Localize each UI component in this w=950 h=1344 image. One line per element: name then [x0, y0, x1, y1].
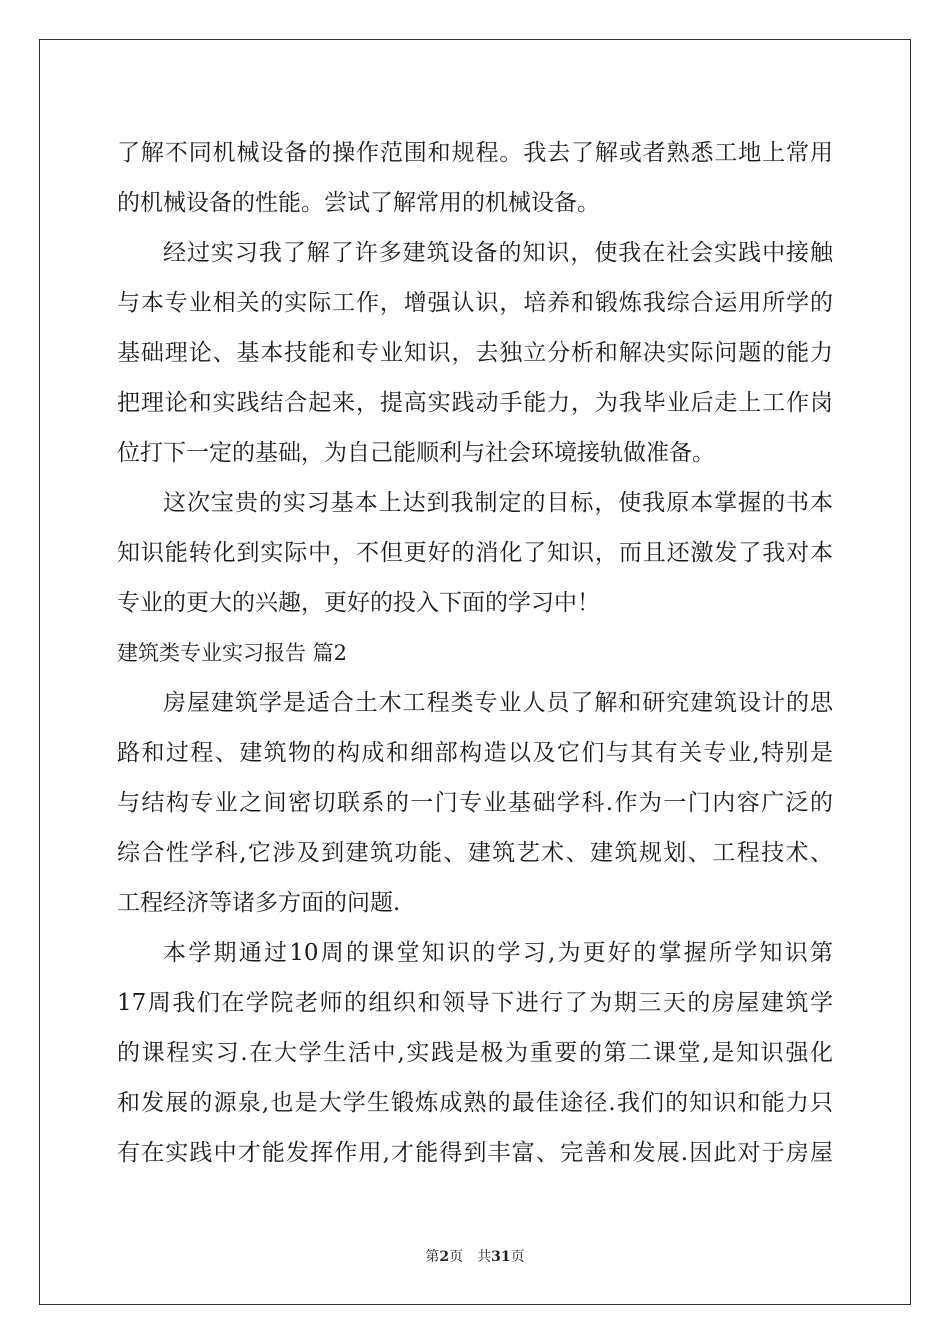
text-line: 房屋建筑学是适合土木工程类专业人员了解和研究建筑设计的思 [163, 690, 833, 716]
page-suffix: 页 [449, 1249, 464, 1265]
total-page-count: 31 [491, 1249, 511, 1265]
text-line: 经过实习我了解了许多建筑设备的知识，使我在社会实践中接触 [163, 240, 833, 266]
text-line: 位打下一定的基础，为自己能顺利与社会环境接轨做准备。 [117, 440, 715, 466]
text-line: 了解不同机械设备的操作范围和规程。我去了解或者熟悉工地上常用 [117, 140, 833, 166]
text-line: 与本专业相关的实际工作，增强认识，培养和锻炼我综合运用所学的 [117, 290, 833, 316]
section-heading: 建筑类专业实习报告 篇2 [117, 641, 348, 665]
page-prefix: 第 [425, 1249, 440, 1265]
text-line: 的机械设备的性能。尝试了解常用的机械设备。 [117, 190, 600, 216]
text-line: 有在实践中才能发挥作用,才能得到丰富、完善和发展.因此对于房屋 [117, 1140, 833, 1166]
text-line: 基础理论、基本技能和专业知识，去独立分析和解决实际问题的能力 [117, 340, 833, 366]
text-line: 把理论和实践结合起来，提高实践动手能力，为我毕业后走上工作岗 [117, 390, 833, 416]
page-footer [0, 1246, 950, 1266]
document-body [117, 128, 833, 1178]
total-prefix: 共 [477, 1249, 492, 1265]
text-line: 与结构专业之间密切联系的一门专业基础学科.作为一门内容广泛的 [117, 790, 833, 816]
text-line: 本学期通过10周的课堂知识的学习,为更好的掌握所学知识第 [163, 940, 833, 966]
text-line: 综合性学科,它涉及到建筑功能、建筑艺术、建筑规划、工程技术、 [117, 840, 833, 866]
current-page-number: 2 [439, 1249, 450, 1265]
text-line: 这次宝贵的实习基本上达到我制定的目标，使我原本掌握的书本 [163, 490, 833, 516]
text-line: 17周我们在学院老师的组织和领导下进行了为期三天的房屋建筑学 [117, 990, 833, 1016]
text-line: 知识能转化到实际中，不但更好的消化了知识，而且还激发了我对本 [117, 540, 833, 566]
text-line: 专业的更大的兴趣，更好的投入下面的学习中！ [117, 590, 600, 616]
text-line: 工程经济等诸多方面的问题. [117, 890, 401, 916]
text-line: 的课程实习.在大学生活中,实践是极为重要的第二课堂,是知识强化 [117, 1040, 833, 1066]
total-suffix: 页 [510, 1249, 525, 1265]
text-line: 路和过程、建筑物的构成和细部构造以及它们与其有关专业,特别是 [117, 740, 833, 766]
text-line: 和发展的源泉,也是大学生锻炼成熟的最佳途径.我们的知识和能力只 [117, 1090, 833, 1116]
